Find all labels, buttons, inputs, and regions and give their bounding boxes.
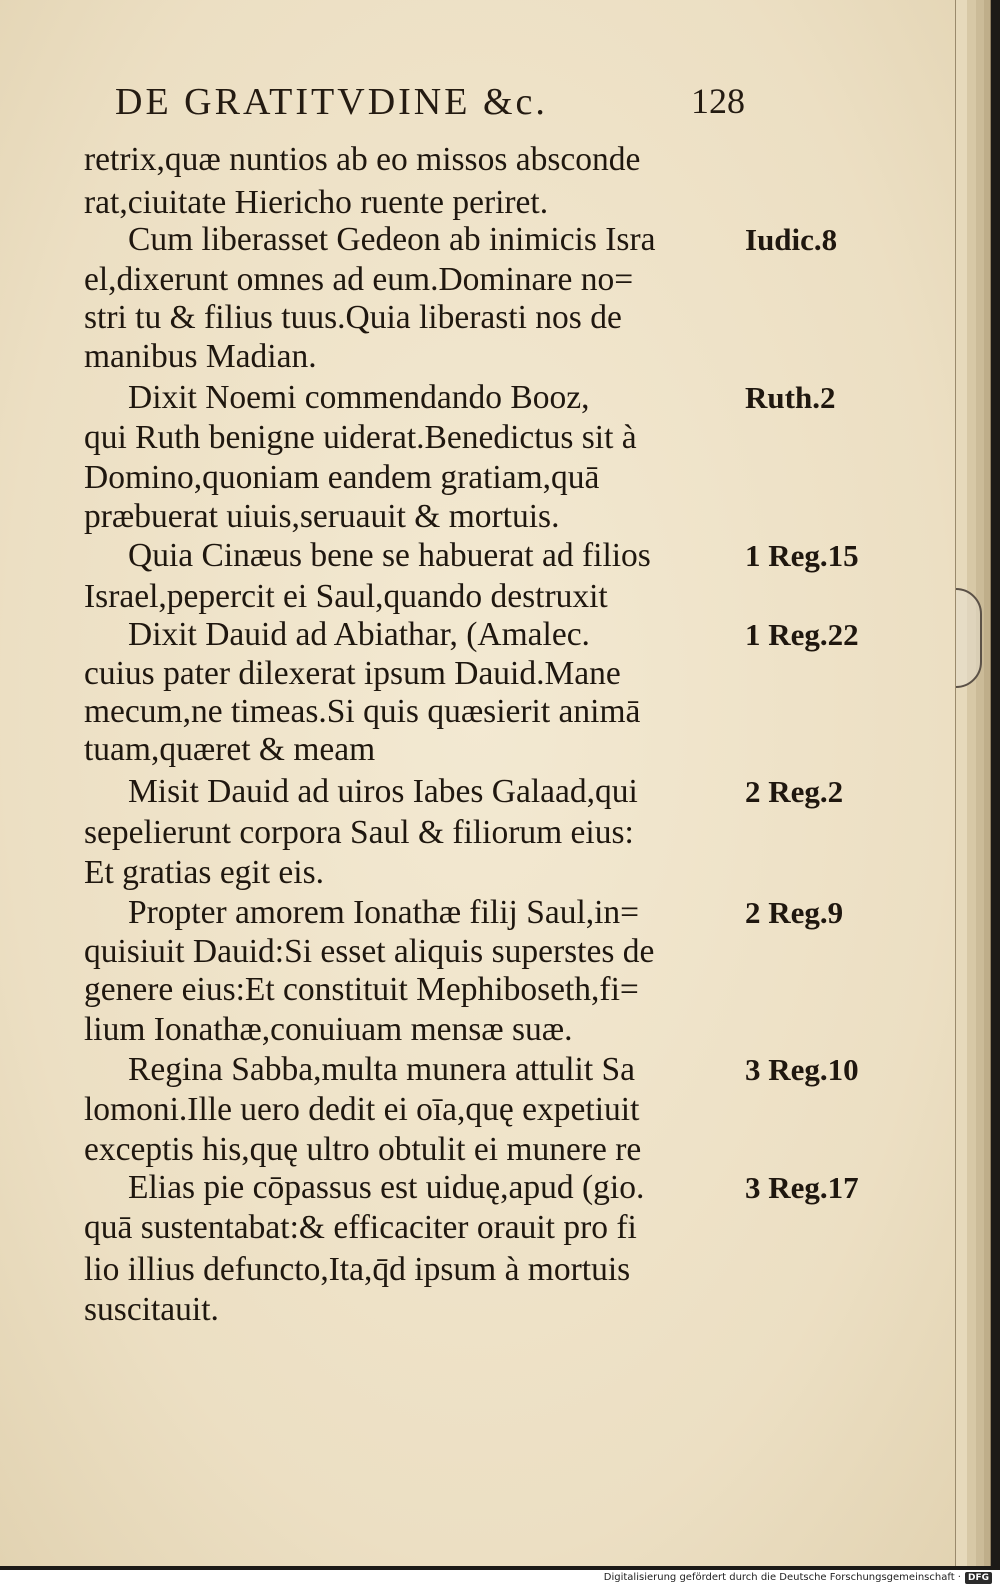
text-line: lium Ionathæ,conuiuam mensæ suæ. xyxy=(84,1011,573,1048)
text-line: Dixit Noemi commendando Booz, xyxy=(128,379,590,416)
text-line: qui Ruth benigne uiderat.Benedictus sit à xyxy=(84,419,637,456)
running-head xyxy=(115,80,745,130)
text-line: lio illius defuncto,Ita,q̄d ipsum à mortuis xyxy=(84,1251,631,1288)
text-line: Misit Dauid ad uiros Iabes Galaad,qui xyxy=(128,773,638,810)
marginal-note: 1 Reg.15 xyxy=(745,538,859,573)
text-line: mecum,ne timeas.Si quis quæsierit animā xyxy=(84,693,641,730)
text-line: manibus Madian. xyxy=(84,338,317,375)
marginal-note: Ruth.2 xyxy=(745,380,836,415)
text-line: Elias pie cōpassus est uiduę,apud (gio. xyxy=(128,1169,645,1206)
text-line: exceptis his,quę ultro obtulit ei munere re xyxy=(84,1131,642,1168)
text-line: rat,ciuitate Hiericho ruente periret. xyxy=(84,184,549,221)
text-line: el,dixerunt omnes ad eum.Dominare no= xyxy=(84,261,634,298)
text-line: cuius pater dilexerat ipsum Dauid.Mane xyxy=(84,655,621,692)
text-line: Propter amorem Ionathæ filij Saul,in= xyxy=(128,894,640,931)
text-line: tuam,quæret & meam xyxy=(84,731,376,768)
text-line: Regina Sabba,multa munera attulit Sa xyxy=(128,1051,636,1088)
marginal-note: 2 Reg.9 xyxy=(745,895,844,930)
running-title: DE GRATITVDINE &c. xyxy=(115,81,548,123)
text-line: retrix,quæ nuntios ab eo missos abscondе xyxy=(84,141,641,178)
text-line: Et gratias egit eis. xyxy=(84,854,325,891)
dfg-logo: DFG xyxy=(965,1572,992,1584)
text-line: genere eius:Et constituit Mephiboseth,fi= xyxy=(84,971,639,1008)
text-line: quisiuit Dauid:Si esset aliquis superstes de xyxy=(84,933,655,970)
text-line: quā sustentabat:& efficaciter orauit pro fi xyxy=(84,1209,637,1246)
marginal-note: 3 Reg.10 xyxy=(745,1052,859,1087)
credit-text: Digitalisierung gefördert durch die Deutsche Forschungsgemeinschaft · xyxy=(603,1572,961,1583)
text-line: Israel,pepercit ei Saul,quando destruxit xyxy=(84,578,608,615)
text-line: Dixit Dauid ad Abiathar, (Amalec. xyxy=(128,616,590,653)
marginal-note: 3 Reg.17 xyxy=(745,1170,859,1205)
marginal-note: 1 Reg.22 xyxy=(745,617,859,652)
marginal-note: Iudic.8 xyxy=(745,222,838,257)
text-line: lomoni.Ille uero dedit ei oīa,quę expetiuit xyxy=(84,1091,640,1128)
text-line: Domino,quoniam eandem gratiam,quā xyxy=(84,459,600,496)
text-line: Quia Cinæus bene se habuerat ad filios xyxy=(128,537,651,574)
folio-number: 128 xyxy=(691,81,745,121)
text-line: præbuerat uiuis,seruauit & mortuis. xyxy=(84,498,560,535)
page-edge xyxy=(984,0,991,1566)
text-line: Cum liberasset Gedeon ab inimicis Isra xyxy=(128,221,656,258)
text-line: stri tu & filius tuus.Quia liberasti nos de xyxy=(84,299,622,336)
text-line: sepelierunt corpora Saul & filiorum eius: xyxy=(84,814,634,851)
digitization-credit xyxy=(604,1570,992,1585)
marginal-note: 2 Reg.2 xyxy=(745,774,844,809)
text-line: suscitauit. xyxy=(84,1291,219,1328)
